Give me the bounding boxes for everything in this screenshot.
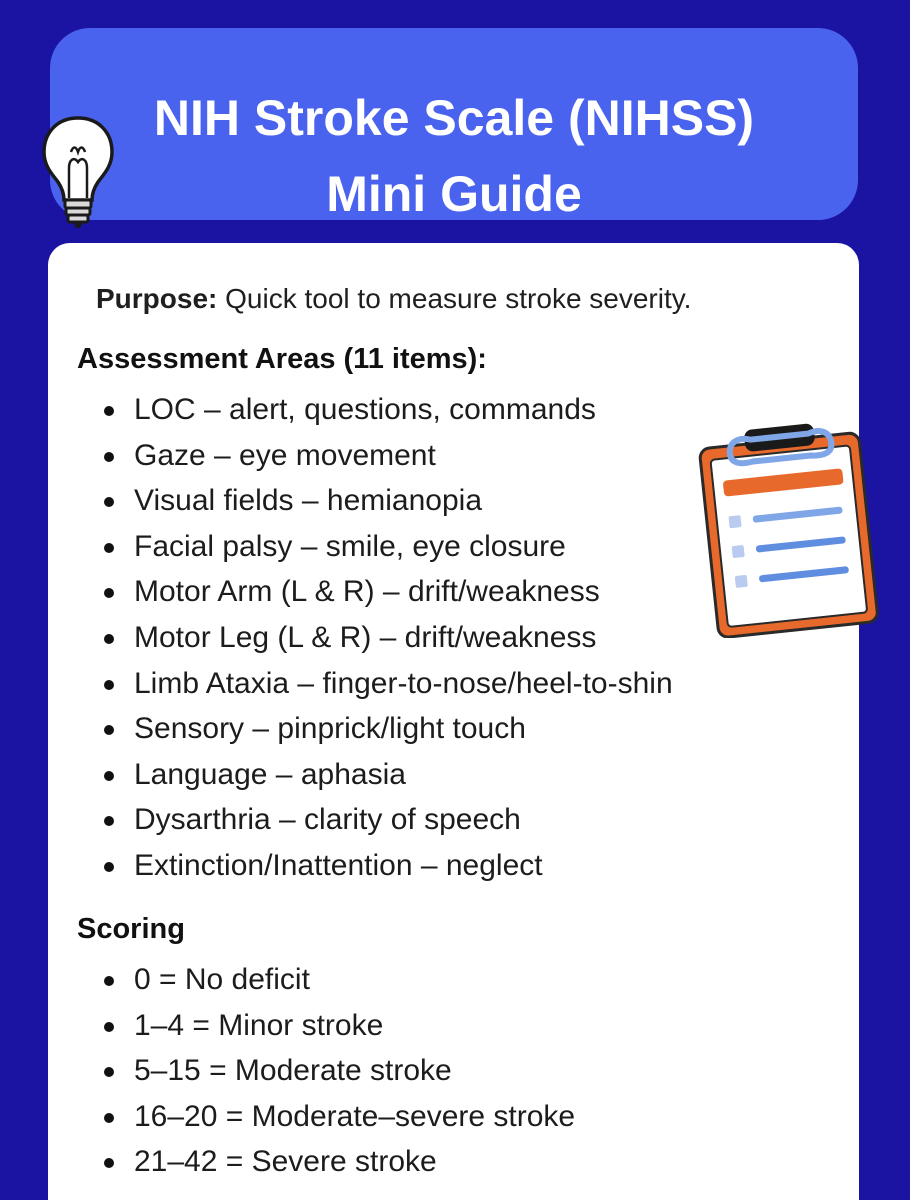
list-item: 21–42 = Severe stroke <box>100 1139 575 1185</box>
list-item: LOC – alert, questions, commands <box>100 387 673 433</box>
clipboard-icon <box>690 418 890 638</box>
list-item: Gaze – eye movement <box>100 433 673 479</box>
list-item: Motor Arm (L & R) – drift/weakness <box>100 569 673 615</box>
list-item: Extinction/Inattention – neglect <box>100 843 673 889</box>
list-item: Sensory – pinprick/light touch <box>100 706 673 752</box>
scoring-heading: Scoring <box>77 913 185 945</box>
list-item: 16–20 = Moderate–severe stroke <box>100 1094 575 1140</box>
purpose-text: Quick tool to measure stroke severity. <box>217 283 692 314</box>
list-item: 1–4 = Minor stroke <box>100 1003 575 1049</box>
lightbulb-icon <box>38 112 118 230</box>
list-item: Motor Leg (L & R) – drift/weakness <box>100 615 673 661</box>
title-line-1: NIH Stroke Scale (NIHSS) <box>153 90 755 146</box>
list-item: Language – aphasia <box>100 752 673 798</box>
list-item: Limb Ataxia – finger-to-nose/heel-to-shin <box>100 661 673 707</box>
title-banner <box>50 28 858 220</box>
assessment-list <box>100 387 673 889</box>
list-item: Dysarthria – clarity of speech <box>100 797 673 843</box>
title-line-2: Mini Guide <box>326 166 582 222</box>
scoring-list <box>100 957 575 1185</box>
list-item: Visual fields – hemianopia <box>100 478 673 524</box>
purpose-label: Purpose: <box>96 283 218 314</box>
page-title <box>50 80 858 232</box>
content-card <box>48 243 859 1200</box>
assessment-heading: Assessment Areas (11 items): <box>77 343 487 375</box>
list-item: Facial palsy – smile, eye closure <box>100 524 673 570</box>
purpose-statement <box>96 283 691 315</box>
list-item: 5–15 = Moderate stroke <box>100 1048 575 1094</box>
list-item: 0 = No deficit <box>100 957 575 1003</box>
